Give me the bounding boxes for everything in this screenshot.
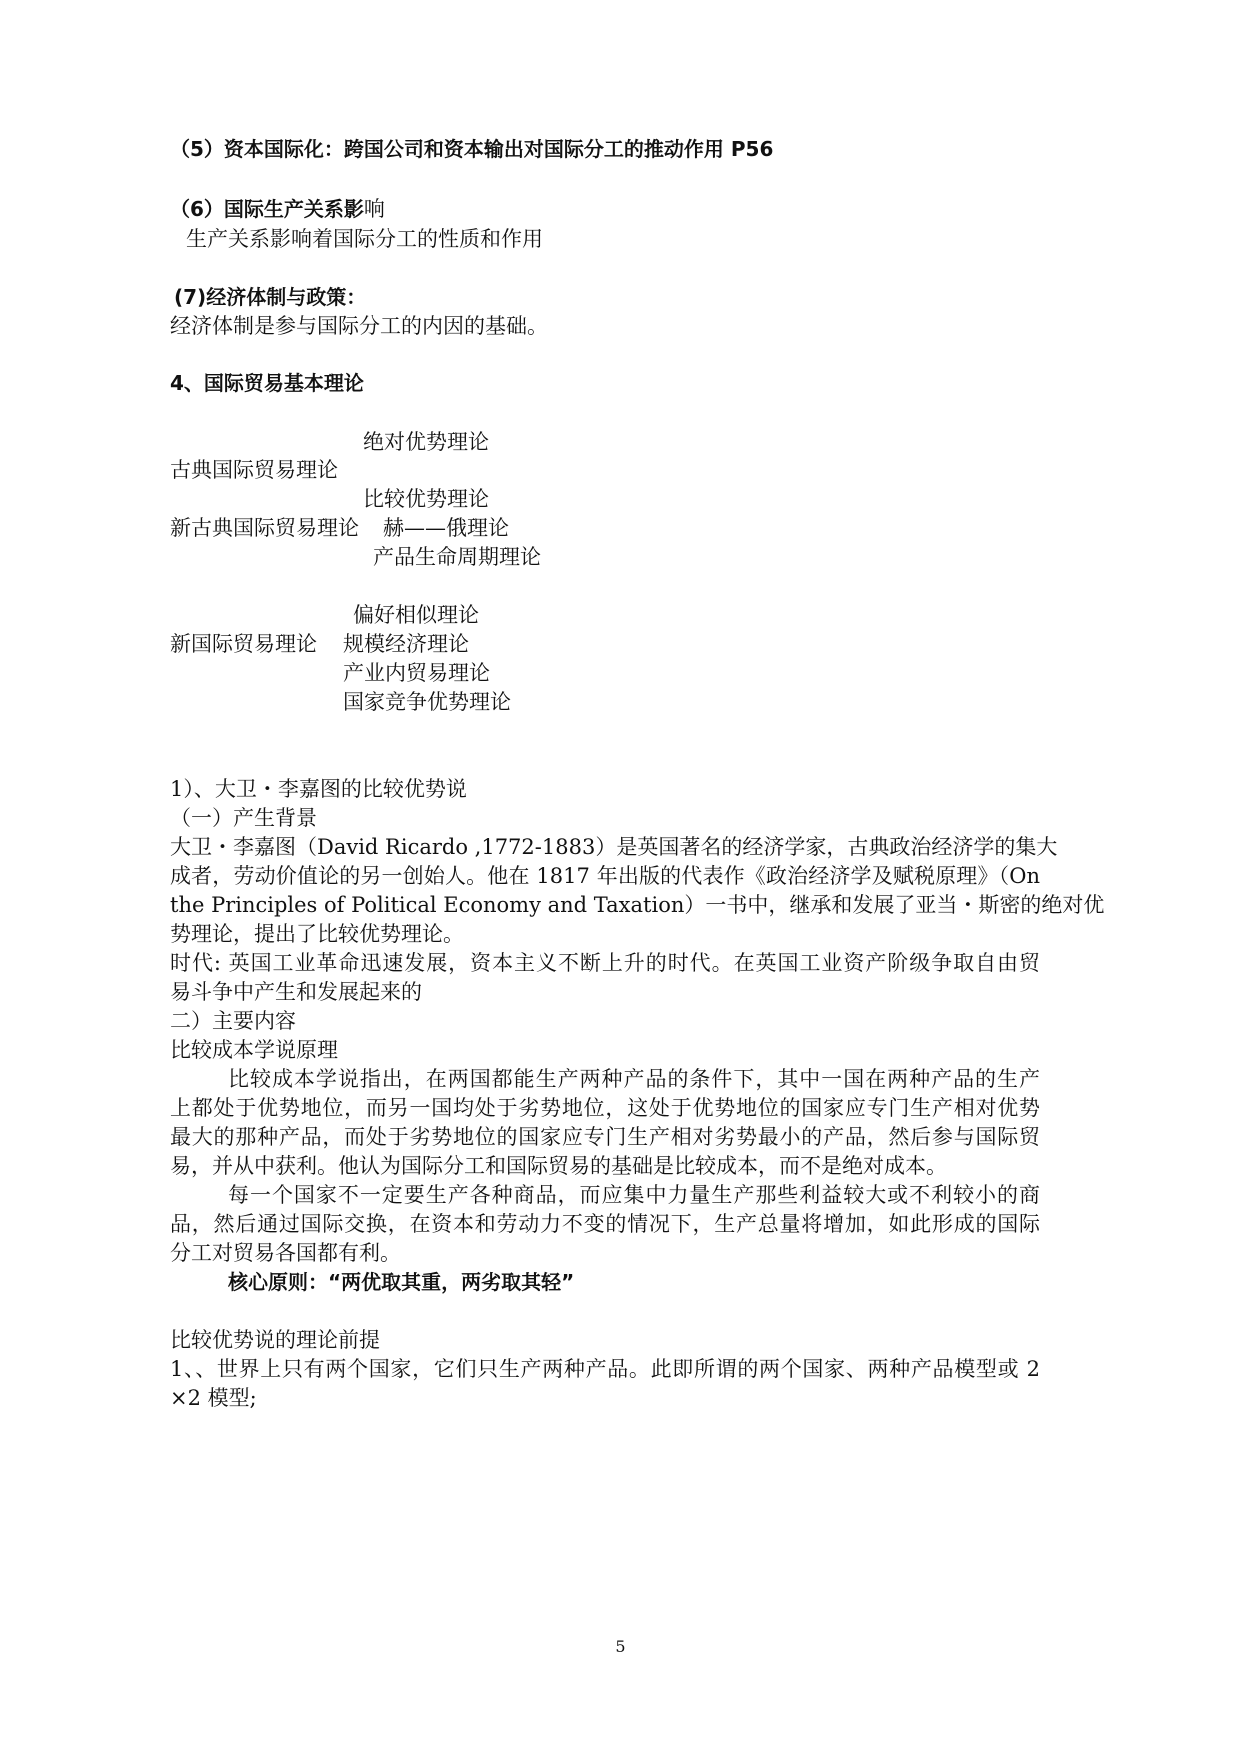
- principle-paragraph-line: 易，并从中获利。他认为国际分工和国际贸易的基础是比较成本，而不是绝对成本。: [170, 1154, 947, 1178]
- heading-production-relations: [170, 194, 385, 224]
- theory-absolute-advantage: 绝对优势理论: [363, 430, 489, 454]
- production-relations-body: 生产关系影响着国际分工的性质和作用: [186, 227, 543, 251]
- background-line: 大卫・李嘉图（David Ricardo ,1772-1883）是英国著名的经济学家，古典政治经济学的集大: [170, 835, 1058, 859]
- background-line: 势理论，提出了比较优势理论。: [170, 922, 464, 946]
- main-content-title: 二）主要内容: [170, 1009, 296, 1033]
- theory-competitive-advantage: 国家竞争优势理论: [343, 690, 511, 714]
- theory-economies-of-scale: 规模经济理论: [343, 632, 469, 656]
- principle-paragraph-line: 最大的那种产品，而处于劣势地位的国家应专门生产相对劣势最小的产品，然后参与国际贸: [170, 1125, 1040, 1149]
- background-title: （一）产生背景: [170, 806, 317, 830]
- economic-system-body: 经济体制是参与国际分工的内因的基础。: [170, 314, 548, 338]
- page-number: 5: [615, 1637, 626, 1656]
- background-line: 易斗争中产生和发展起来的: [170, 980, 422, 1004]
- heading-capital-internationalization: （5）资本国际化：跨国公司和资本输出对国际分工的推动作用 P56: [170, 137, 774, 161]
- heading-production-relations-bold: （6）国际生产关系影: [170, 197, 364, 221]
- heading-economic-system: (7)经济体制与政策：: [174, 285, 367, 309]
- specialization-paragraph-line: 品，然后通过国际交换，在资本和劳动力不变的情况下，生产总量将增加，如此形成的国际: [170, 1212, 1040, 1236]
- principle-title: 比较成本学说原理: [170, 1038, 338, 1062]
- theory-heckscher-ohlin: 赫——俄理论: [383, 516, 509, 540]
- theory-intra-industry: 产业内贸易理论: [343, 661, 490, 685]
- theory-comparative-advantage: 比较优势理论: [363, 487, 489, 511]
- premise-line: 1、、世界上只有两个国家，它们只生产两种产品。此即所谓的两个国家、两种产品模型或 2: [170, 1357, 1040, 1381]
- background-line: the Principles of Political Economy and Taxation）一书中，继承和发展了亚当・斯密的绝对优: [170, 893, 1105, 917]
- heading-production-relations-tail: 响: [363, 197, 385, 221]
- specialization-paragraph-line: 分工对贸易各国都有利。: [170, 1241, 401, 1265]
- principle-paragraph-line: 上都处于优势地位，而另一国均处于劣势地位，这处于优势地位的国家应专门生产相对优势: [170, 1096, 1040, 1120]
- theory-preference-similarity: 偏好相似理论: [353, 603, 479, 627]
- section-ricardo-title: 1）、大卫・李嘉图的比较优势说: [170, 777, 467, 801]
- background-line: 成者，劳动价值论的另一创始人。他在 1817 年出版的代表作《政治经济学及赋税原理》（On: [170, 864, 1040, 888]
- premise-title: 比较优势说的理论前提: [170, 1328, 380, 1352]
- heading-trade-theories: 4、国际贸易基本理论: [170, 371, 364, 395]
- theory-product-lifecycle: 产品生命周期理论: [373, 545, 541, 569]
- theory-neoclassical: 新古典国际贸易理论: [170, 516, 359, 540]
- background-line: 时代: 英国工业革命迅速发展，资本主义不断上升的时代。在英国工业资产阶级争取自由贸: [170, 951, 1040, 975]
- premise-line: ×2 模型;: [170, 1386, 257, 1410]
- specialization-paragraph-line: 每一个国家不一定要生产各种商品，而应集中力量生产那些利益较大或不利较小的商: [228, 1183, 1040, 1207]
- theory-new-trade: 新国际贸易理论: [170, 632, 317, 656]
- core-principle: 核心原则：“两优取其重，两劣取其轻”: [228, 1270, 575, 1294]
- principle-paragraph-line: 比较成本学说指出，在两国都能生产两种产品的条件下，其中一国在两种产品的生产: [228, 1067, 1040, 1091]
- theory-classical: 古典国际贸易理论: [170, 458, 338, 482]
